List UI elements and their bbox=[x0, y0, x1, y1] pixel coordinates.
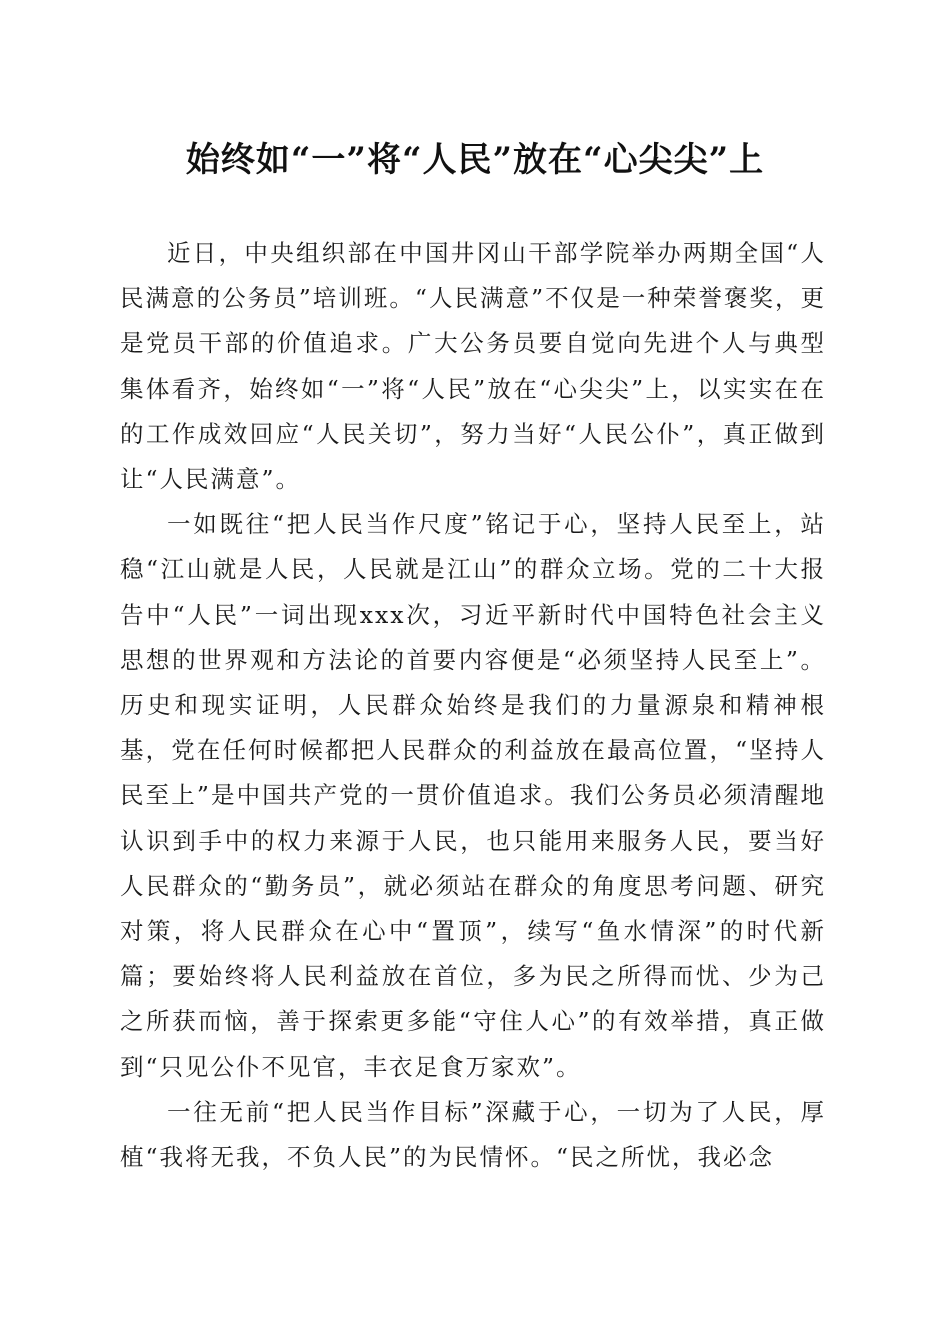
paragraph-1: 近日，中央组织部在中国井冈山干部学院举办两期全国“人民满意的公务员”培训班。“人民满意”不仅是一种荣誉褒奖，更是党员干部的价值追求。广大公务员要自觉向先进个人与典型集体看齐，始终如“一”将“人民”放在“心尖尖”上，以实实在在的工作成效回应“人民关切”，努力当好“人民公仆”，真正做到让“人民满意”。 bbox=[120, 239, 826, 494]
document-body bbox=[120, 231, 826, 1180]
paragraph-3: 一往无前“把人民当作目标”深藏于心，一切为了人民，厚植“我将无我，不负人民”的为民情怀。“民之所忧，我必念 bbox=[120, 1097, 826, 1172]
paragraph-2: 一如既往“把人民当作尺度”铭记于心，坚持人民至上，站稳“江山就是人民，人民就是江山”的群众立场。党的二十大报告中“人民”一词出现xxx次，习近平新时代中国特色社会主义思想的世界观和方法论的首要内容便是“必须坚持人民至上”。历史和现实证明，人民群众始终是我们的力量源泉和精神根基，党在任何时候都把人民群众的利益放在最高位置，“坚持人民至上”是中国共产党的一贯价值追求。我们公务员必须清醒地认识到手中的权力来源于人民，也只能用来服务人民，要当好人民群众的“勤务员”，就必须站在群众的角度思考问题、研究对策，将人民群众在心中“置顶”，续写“鱼水情深”的时代新篇；要始终将人民利益放在首位，多为民之所得而忧、少为己之所获而恼，善于探索更多能“守住人心”的有效举措，真正做到“只见公仆不见官，丰衣足食万家欢”。 bbox=[120, 510, 826, 1081]
document-title: 始终如“一”将“人民”放在“心尖尖”上 bbox=[185, 140, 765, 180]
